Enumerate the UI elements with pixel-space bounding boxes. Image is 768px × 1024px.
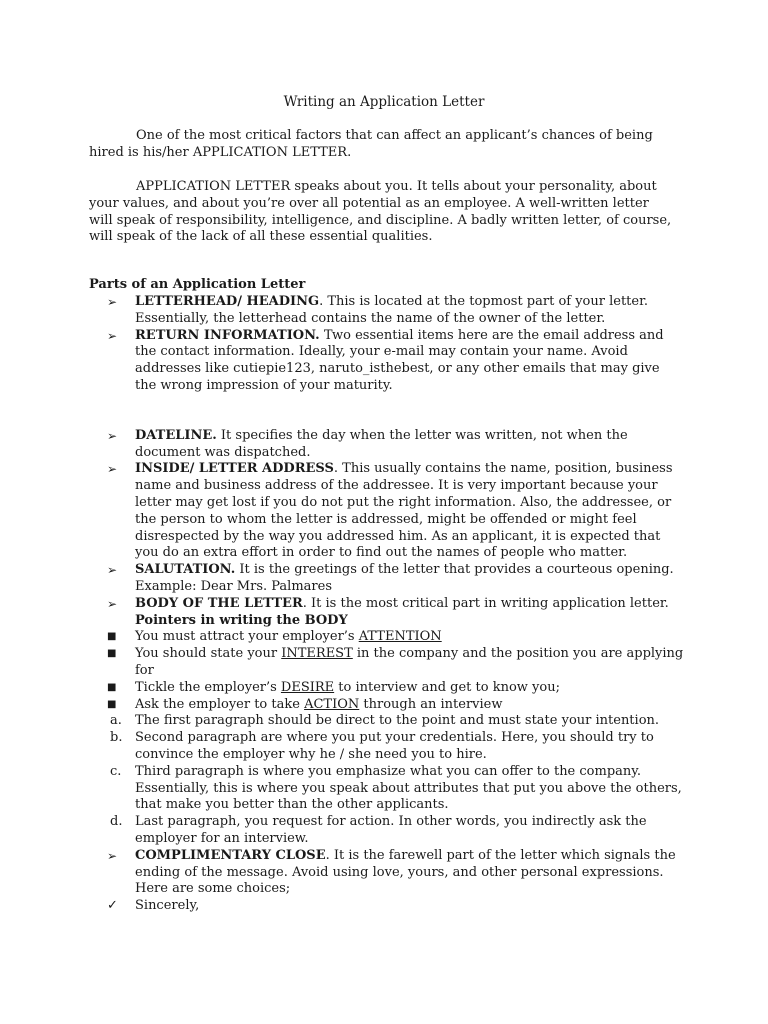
arrow-bullet-icon: ➢: [107, 596, 118, 611]
list-item-return-information: [107, 328, 685, 395]
text-inside-address: . This usually contains the name, position, business name and business address of the addressee. It is very important because your letter may get lost if you do not put the right information. Also, the addressee, or the person to whom the letter is addressed, might be offended or might feel disrespected by the way you addressed him. As an applicant, it is expected that you do an extra effort in order to find out the names of people who matter.: [135, 461, 673, 561]
term-return-information: RETURN INFORMATION.: [135, 327, 320, 343]
pointer-keyword: ATTENTION: [358, 629, 442, 645]
term-inside-address: INSIDE/ LETTER ADDRESS: [135, 461, 334, 477]
arrow-bullet-icon: ➢: [107, 848, 118, 863]
paragraph-item: [107, 730, 685, 764]
pointer-item: [107, 629, 685, 646]
text-return-information: Two essential items here are the email address and the contact information. Ideally, your e-mail may contain your name. Avoid addresses like cutiepie123, naruto_isthebest, or any other emails that may give the wrong impression of your maturity.: [135, 327, 664, 393]
pointer-text: Tickle the employer’s: [135, 679, 281, 695]
term-salutation: SALUTATION.: [135, 562, 236, 578]
list-item-body: [107, 596, 685, 613]
paragraph-item: [107, 713, 685, 730]
pointer-text: Ask the employer to take: [135, 696, 305, 712]
choice-item: [107, 898, 685, 915]
pointer-item: [107, 697, 685, 714]
square-bullet-icon: ■: [107, 681, 117, 693]
paragraph-item: [107, 764, 685, 814]
parts-heading: Parts of an Application Letter: [89, 277, 306, 292]
list-letter: a.: [110, 713, 122, 729]
arrow-bullet-icon: ➢: [107, 428, 118, 443]
pointer-text: in the company and the position you are applying for: [135, 646, 684, 678]
pointers-heading: Pointers in writing the BODY: [135, 612, 348, 628]
pointer-keyword: INTEREST: [281, 646, 353, 662]
pointer-text: to interview and get to know you;: [334, 679, 560, 695]
paragraph-text: Second paragraph are where you put your credentials. Here, you should try to convince the employer why he / she need you to hire.: [135, 730, 654, 762]
list-letter: c.: [110, 763, 122, 779]
paragraph-text: Third paragraph is where you emphasize what you can offer to the company. Essentially, this is where you speak about attributes that put you above the others, that make you better than the other applicants.: [135, 763, 682, 813]
pointer-text: You should state your: [135, 646, 282, 662]
pointer-text: You must attract your employer’s: [135, 629, 359, 645]
list-item-complimentary-close: [107, 848, 685, 898]
spacer: [107, 395, 685, 428]
pointer-keyword: DESIRE: [280, 679, 335, 695]
intro-paragraph-1: [89, 128, 674, 162]
arrow-bullet-icon: ➢: [107, 563, 118, 578]
list-item-dateline: [107, 428, 685, 462]
term-body: BODY OF THE LETTER: [135, 595, 303, 611]
paragraph-item: [107, 814, 685, 848]
square-bullet-icon: ■: [107, 648, 117, 660]
document-title: Writing an Application Letter: [283, 94, 485, 110]
intro-paragraph-2-text: APPLICATION LETTER speaks about you. It tells about your personality, about your values, and about you’re over all potential as an employee. A well-written letter will speak of responsibility, intelligence, and discipline. A badly written letter, of course, will speak of the lack of all these essential qualities.: [89, 179, 672, 245]
pointer-keyword: ACTION: [304, 696, 360, 712]
intro-paragraph-2: [89, 179, 674, 246]
choice-text: Sincerely,: [135, 898, 200, 914]
list-letter: b.: [110, 730, 123, 746]
check-bullet-icon: ✓: [107, 898, 118, 914]
paragraph-text: Last paragraph, you request for action. In other words, you indirectly ask the employer for an interview.: [135, 814, 647, 846]
intro-paragraph-1-text: One of the most critical factors that can affect an applicant’s chances of being hired is his/her APPLICATION LETTER.: [89, 128, 653, 160]
square-bullet-icon: ■: [107, 631, 117, 643]
term-dateline: DATELINE.: [135, 427, 217, 443]
text-complimentary-close: . It is the farewell part of the letter which signals the ending of the message. Avoid using love, yours, and other personal expressions. Here are some choices;: [135, 847, 676, 897]
text-letterhead: . This is located at the topmost part of your letter. Essentially, the letterhead contains the name of the owner of the letter.: [135, 294, 649, 326]
pointer-item: [107, 646, 685, 680]
text-body: . It is the most critical part in writing application letter.: [302, 595, 669, 611]
text-dateline: It specifies the day when the letter was written, not when the document was dispatched.: [135, 427, 628, 460]
list-letter: d.: [110, 814, 123, 830]
square-bullet-icon: ■: [107, 698, 117, 710]
paragraph-text: The first paragraph should be direct to the point and must state your intention.: [135, 713, 660, 729]
list-item-letterhead: [107, 294, 685, 328]
pointer-text: through an interview: [359, 696, 503, 712]
term-complimentary-close: COMPLIMENTARY CLOSE: [135, 847, 326, 863]
list-item-salutation: [107, 562, 685, 596]
arrow-bullet-icon: ➢: [107, 295, 118, 309]
arrow-bullet-icon: ➢: [107, 462, 118, 477]
list-item-inside-address: [107, 461, 685, 562]
term-letterhead: LETTERHEAD/ HEADING: [135, 294, 320, 309]
text-salutation: It is the greetings of the letter that provides a courteous opening. Example: Dear Mrs. Palmares: [135, 562, 674, 594]
parts-list: [107, 294, 685, 915]
arrow-bullet-icon: ➢: [107, 328, 118, 343]
pointer-item: [107, 680, 685, 697]
